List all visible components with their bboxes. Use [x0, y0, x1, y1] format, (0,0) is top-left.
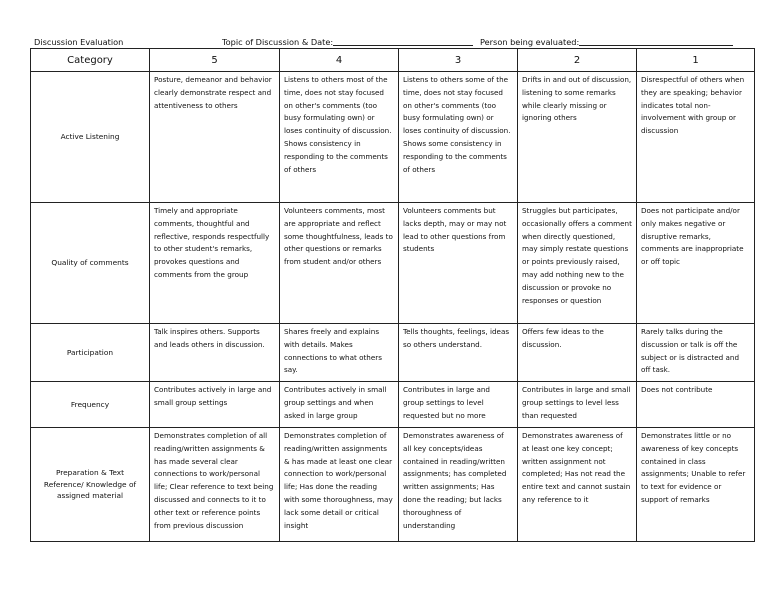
header-row: [31, 49, 755, 72]
criteria-cell-1: Does not participate and/or only makes negative or disruptive remarks, comments are inappropriate or off topic: [637, 203, 755, 324]
criteria-cell-4: Shares freely and explains with details. Makes connections to what others say.: [280, 324, 399, 382]
criteria-cell-1: Rarely talks during the discussion or talk is off the subject or is distracted and off task.: [637, 324, 755, 382]
criteria-cell-4: Contributes actively in small group settings and when asked in large group: [280, 382, 399, 428]
category-cell: Active Listening: [31, 72, 150, 203]
criteria-cell-5: Timely and appropriate comments, thoughtful and reflective, responds respectfully to other student's remarks, provokes questions and comments from the group: [150, 203, 280, 324]
criteria-cell-2: Drifts in and out of discussion, listening to some remarks while clearly missing or ignoring others: [518, 72, 637, 203]
column-header-score-4: 4: [280, 49, 399, 72]
column-header-score-5: 5: [150, 49, 280, 72]
criteria-cell-5: Posture, demeanor and behavior clearly demonstrate respect and attentiveness to others: [150, 72, 280, 203]
criteria-cell-3: Tells thoughts, feelings, ideas so others understand.: [399, 324, 518, 382]
criteria-cell-3: Contributes in large and group settings to level requested but no more: [399, 382, 518, 428]
criteria-cell-2: Contributes in large and small group settings to level less than requested: [518, 382, 637, 428]
rubric-row-participation: [31, 324, 755, 382]
criteria-cell-2: Offers few ideas to the discussion.: [518, 324, 637, 382]
rubric-row-quality-of-comments: [31, 203, 755, 324]
rubric-row-frequency: [31, 382, 755, 428]
person-blank-line: [579, 37, 733, 46]
category-cell: Frequency: [31, 382, 150, 428]
criteria-cell-1: Disrespectful of others when they are speaking; behavior indicates total non-involvement with group or discussion: [637, 72, 755, 203]
rubric-row-active-listening: [31, 72, 755, 203]
column-header-score-2: 2: [518, 49, 637, 72]
column-header-score-3: 3: [399, 49, 518, 72]
criteria-cell-5: Talk inspires others. Supports and leads others in discussion.: [150, 324, 280, 382]
column-header-score-1: 1: [637, 49, 755, 72]
category-cell: Quality of comments: [31, 203, 150, 324]
category-cell: Preparation & Text Reference/ Knowledge of assigned material: [31, 428, 150, 542]
criteria-cell-3: Demonstrates awareness of all key concepts/ideas contained in reading/written assignments; has completed written assignments; Has done the reading; but lacks thoroughness of understanding: [399, 428, 518, 542]
criteria-cell-3: Volunteers comments but lacks depth, may or may not lead to other questions from students: [399, 203, 518, 324]
criteria-cell-2: Struggles but participates, occasionally offers a comment when directly questioned, may simply restate questions or points previously raised, may add nothing new to the discussion or provoke no responses or question: [518, 203, 637, 324]
criteria-cell-2: Demonstrates awareness of at least one key concept; written assignment not completed; Has not read the entire text and cannot sustain any reference to it: [518, 428, 637, 542]
criteria-cell-3: Listens to others some of the time, does not stay focused on other's comments (too busy formulating own) or loses continuity of discussion. Shows some consistency in responding to the comments of others: [399, 72, 518, 203]
criteria-cell-4: Demonstrates completion of reading/written assignments & has made at least one clear connection to work/personal life; Has done the reading with some thoroughness, may lack some detail or critical insight: [280, 428, 399, 542]
topic-label: Topic of Discussion & Date:: [222, 37, 334, 47]
criteria-cell-1: Demonstrates little or no awareness of key concepts contained in class assignments; Unable to refer to text for evidence or support of remarks: [637, 428, 755, 542]
rubric-row-preparation: [31, 428, 755, 542]
person-field: [480, 37, 579, 47]
category-cell: Participation: [31, 324, 150, 382]
person-label: Person being evaluated:: [480, 37, 580, 47]
column-header-category: Category: [31, 49, 150, 72]
criteria-cell-5: Contributes actively in large and small group settings: [150, 382, 280, 428]
criteria-cell-4: Volunteers comments, most are appropriate and reflect some thoughtfulness, leads to other questions or remarks from student and/or others: [280, 203, 399, 324]
criteria-cell-1: Does not contribute: [637, 382, 755, 428]
criteria-cell-5: Demonstrates completion of all reading/written assignments & has made several clear connections to work/personal life; Clear reference to text being discussed and connects to it to other text or reference points from previous discussion: [150, 428, 280, 542]
criteria-cell-4: Listens to others most of the time, does not stay focused on other's comments (too busy formulating own) or loses continuity of discussion. Shows consistency in responding to the comments of others: [280, 72, 399, 203]
document-title: Discussion Evaluation: [34, 37, 124, 47]
topic-field: [222, 37, 333, 47]
rubric-table: [30, 48, 755, 542]
topic-blank-line: [333, 37, 473, 46]
